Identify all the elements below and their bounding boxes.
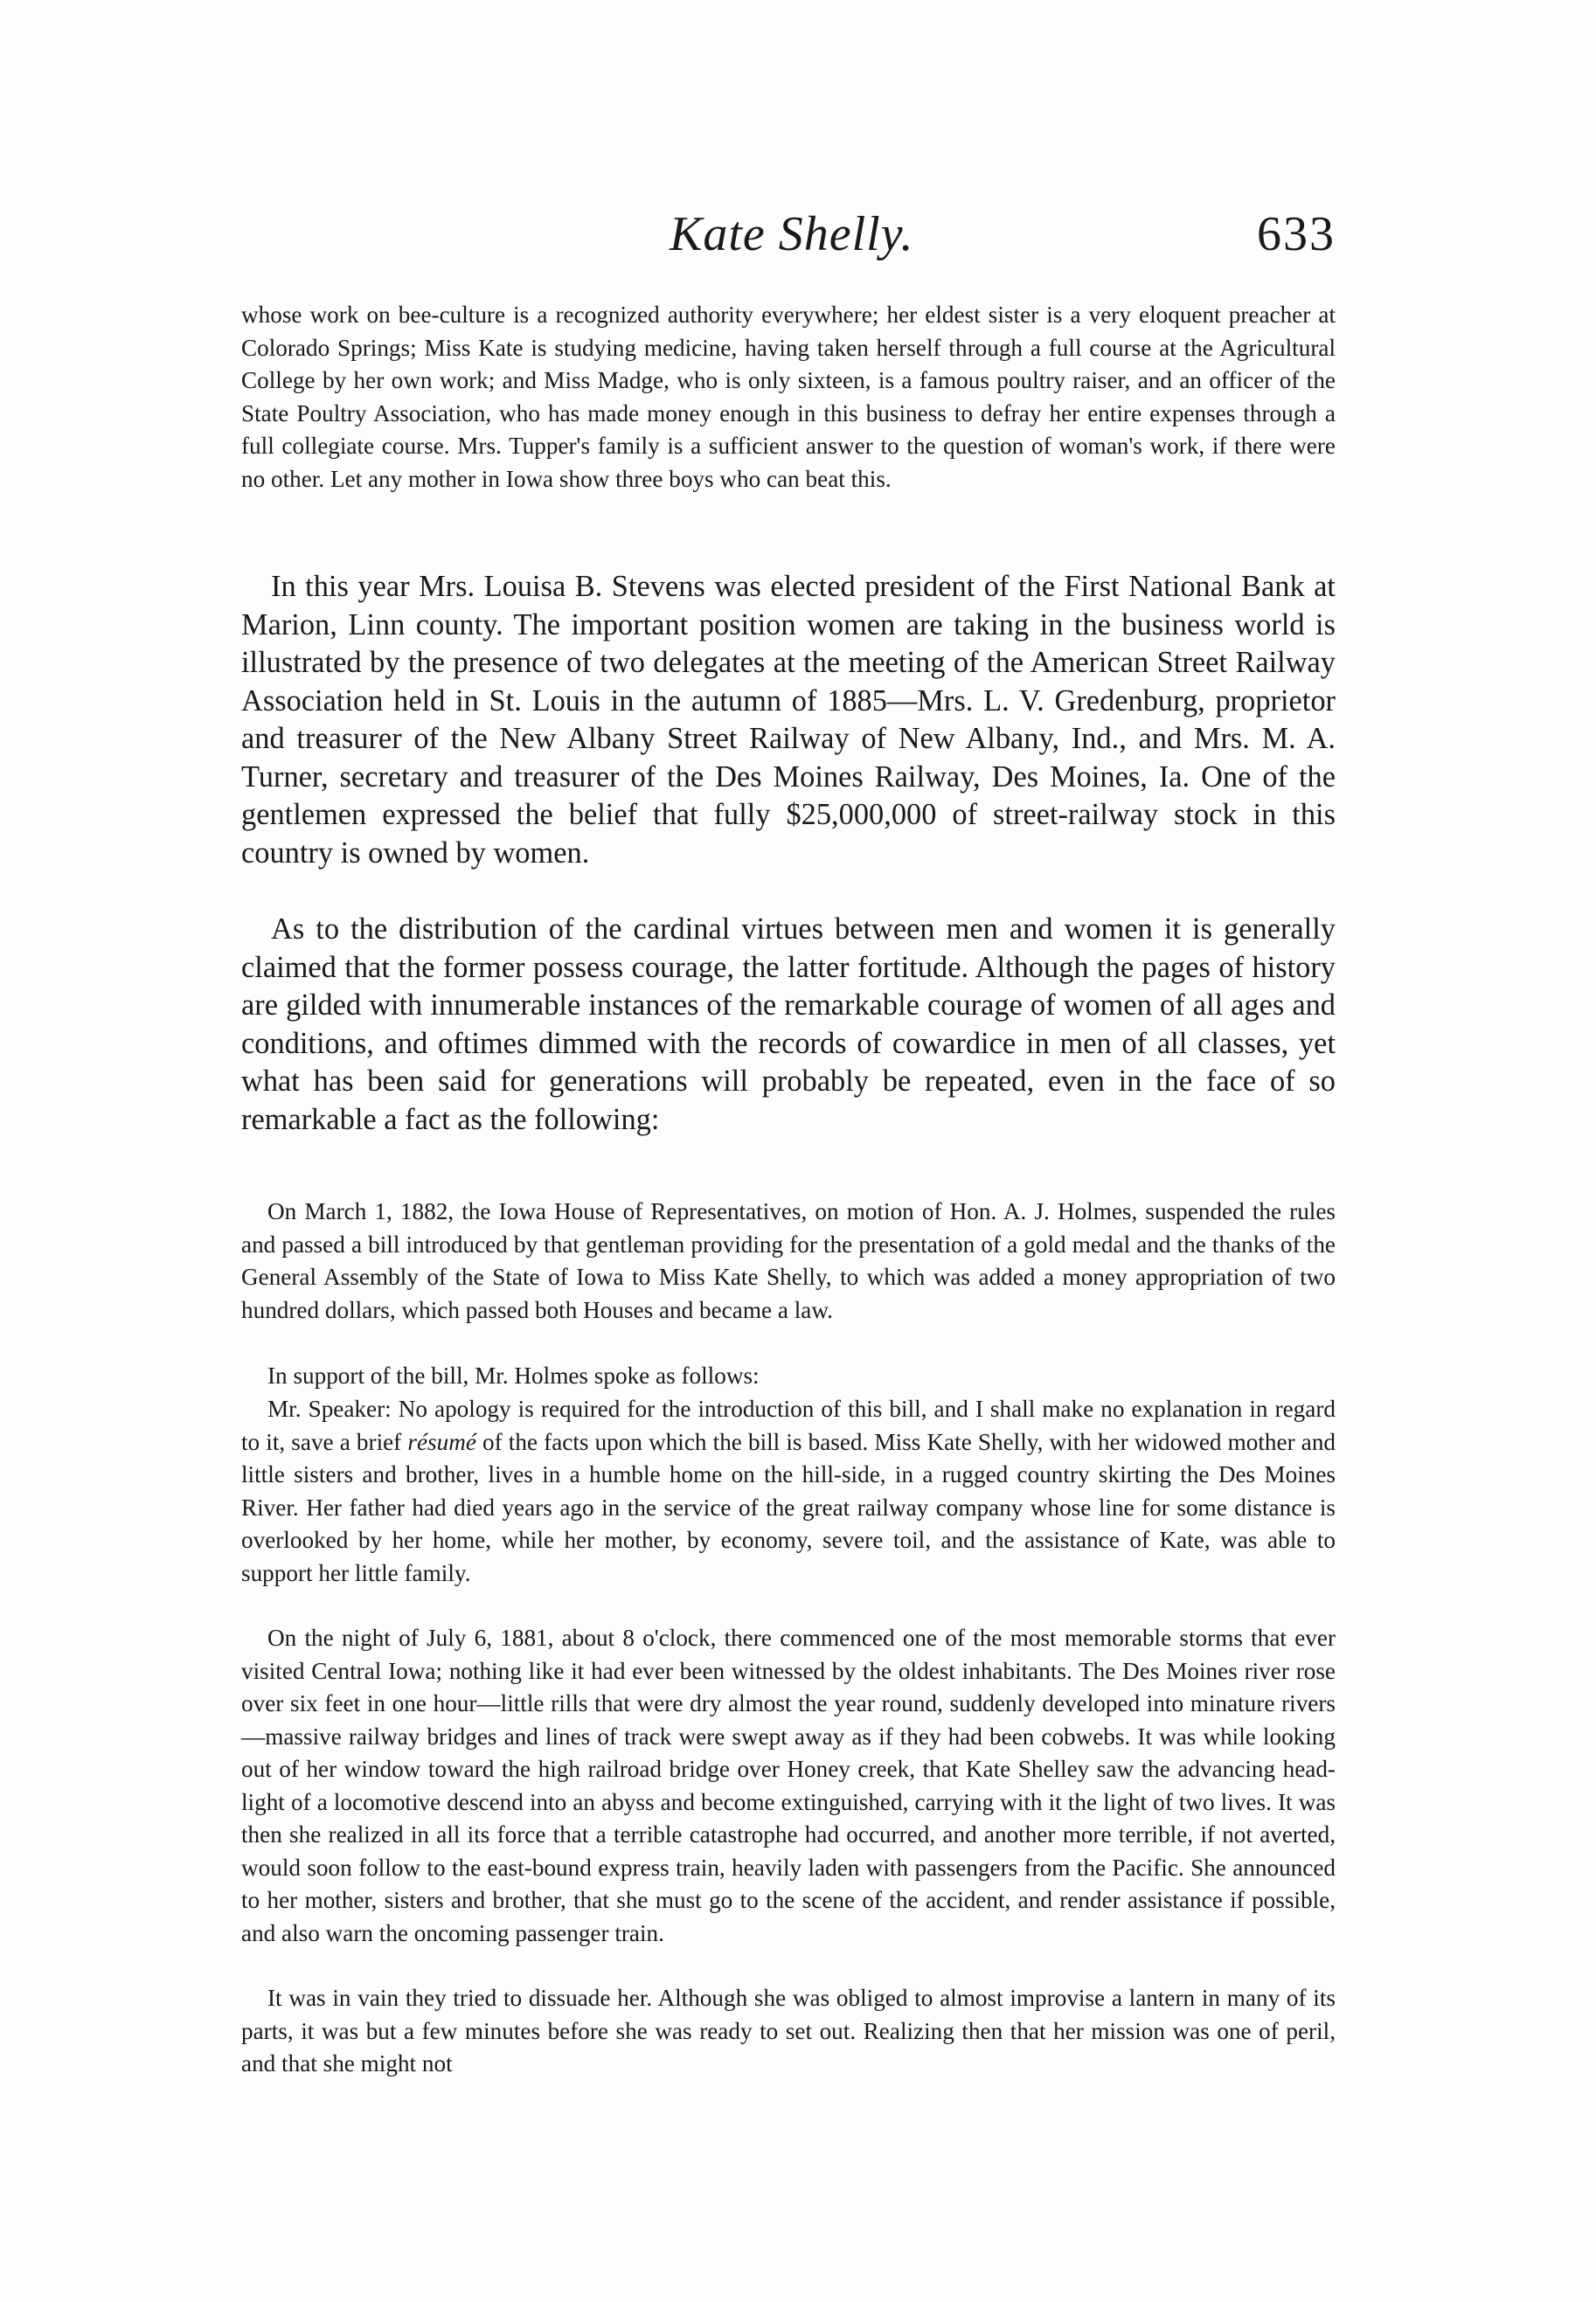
paragraph-storm-night: On the night of July 6, 1881, about 8 o'clock, there commenced one of the most memorable storms that ever visited Central Iowa; nothing like it had ever been witnessed by the oldest inhabitants. The Des Moines river rose over six feet in one hour—little rills that were dry almost the year round, suddenly developed into minature rivers—massive railway bridges and lines of track were swept away as if they had been cobwebs. It was while looking out of her window toward the high railroad bridge over Honey creek, that Kate Shelley saw the advancing head-light of a locomotive descend into an abyss and become extinguished, carrying with it the light of two lives. It was then she realized in all its force that a terrible catastrophe had occurred, and another more terrible, if not averted, would soon follow to the east-bound express train, heavily laden with passengers from the Pacific. She announced to her mother, sisters and brother, that she must go to the scene of the accident, and render assistance if possible, and also warn the oncoming passenger train. [241,1625,1336,1946]
running-head: Kate Shelly. [670,207,914,261]
paragraph-holmes-support: In support of the bill, Mr. Holmes spoke as follows: [267,1362,760,1389]
paragraph-cardinal-virtues: As to the distribution of the cardinal virtues between men and women it is generally claimed that the former possess courage, the latter fortitude. Although the pages of history are gilded with innumerable instances of the remarkable courage of women of all ages and conditions, and oftimes dimmed with the records of cowardice in men of all classes, yet what has been said for generations will probably be repeated, even in the face of so remarkable a fact as the following: [241,912,1336,1136]
paragraph-lantern: It was in vain they tried to dissuade her. Although she was obliged to almost improvise a lantern in many of its parts, it was but a few minutes before she was ready to set out. Realizing then that her mission was one of peril, and that she might not [241,1985,1336,2077]
page-number: 633 [1257,207,1336,261]
speaker-text-before: Mr. Speaker: No apology is required for the introduction of this bill, and I shall make no explanation in regard to it, save a brief [241,1396,1336,1455]
paragraph-tupper-family: whose work on bee-culture is a recognized authority everywhere; her eldest sister is a very eloquent preacher at Colorado Springs; Miss Kate is studying medicine, having taken herself through a full course at the Agricultural College by her own work; and Miss Madge, who is only sixteen, is a famous poultry raiser, and an officer of the State Poultry Association, who has made money enough in this business to defray her entire expenses through a full collegiate course. Mrs. Tupper's family is a sufficient answer to the question of woman's work, if there were no other. Let any mother in Iowa show three boys who can beat this. [241,302,1336,492]
paragraph-mr-speaker [241,1393,1336,1590]
paragraph-iowa-house-bill: On March 1, 1882, the Iowa House of Representatives, on motion of Hon. A. J. Holmes, suspended the rules and passed a bill introduced by that gentleman providing for the presentation of a gold medal and the thanks of the General Assembly of the State of Iowa to Miss Kate Shelly, to which was added a money appropriation of two hundred dollars, which passed both Houses and became a law. [241,1198,1336,1323]
speaker-text-after: of the facts upon which the bill is based. Miss Kate Shelly, with her widowed mother and little sisters and brother, lives in a humble home on the hill-side, in a rugged country skirting the Des Moines River. Her father had died years ago in the service of the great railway company whose line for some distance is overlooked by her home, while her mother, by economy, severe toil, and the assistance of Kate, was able to support her little family. [241,1428,1336,1586]
page-header [241,206,1336,276]
resume-italic: résumé [407,1428,476,1455]
paragraph-women-in-business: In this year Mrs. Louisa B. Stevens was elected president of the First National Bank at Marion, Linn county. The important position women are taking in the business world is illustrated by the presence of two delegates at the meeting of the American Street Railway Association held in St. Louis in the autumn of 1885—Mrs. L. V. Gredenburg, proprietor and treasurer of the New Albany Street Railway of New Albany, Ind., and Mrs. M. A. Turner, secretary and treasurer of the Des Moines Railway, Des Moines, Ia. One of the gentlemen expressed the belief that fully $25,000,000 of street-railway stock in this country is owned by women. [241,570,1336,870]
